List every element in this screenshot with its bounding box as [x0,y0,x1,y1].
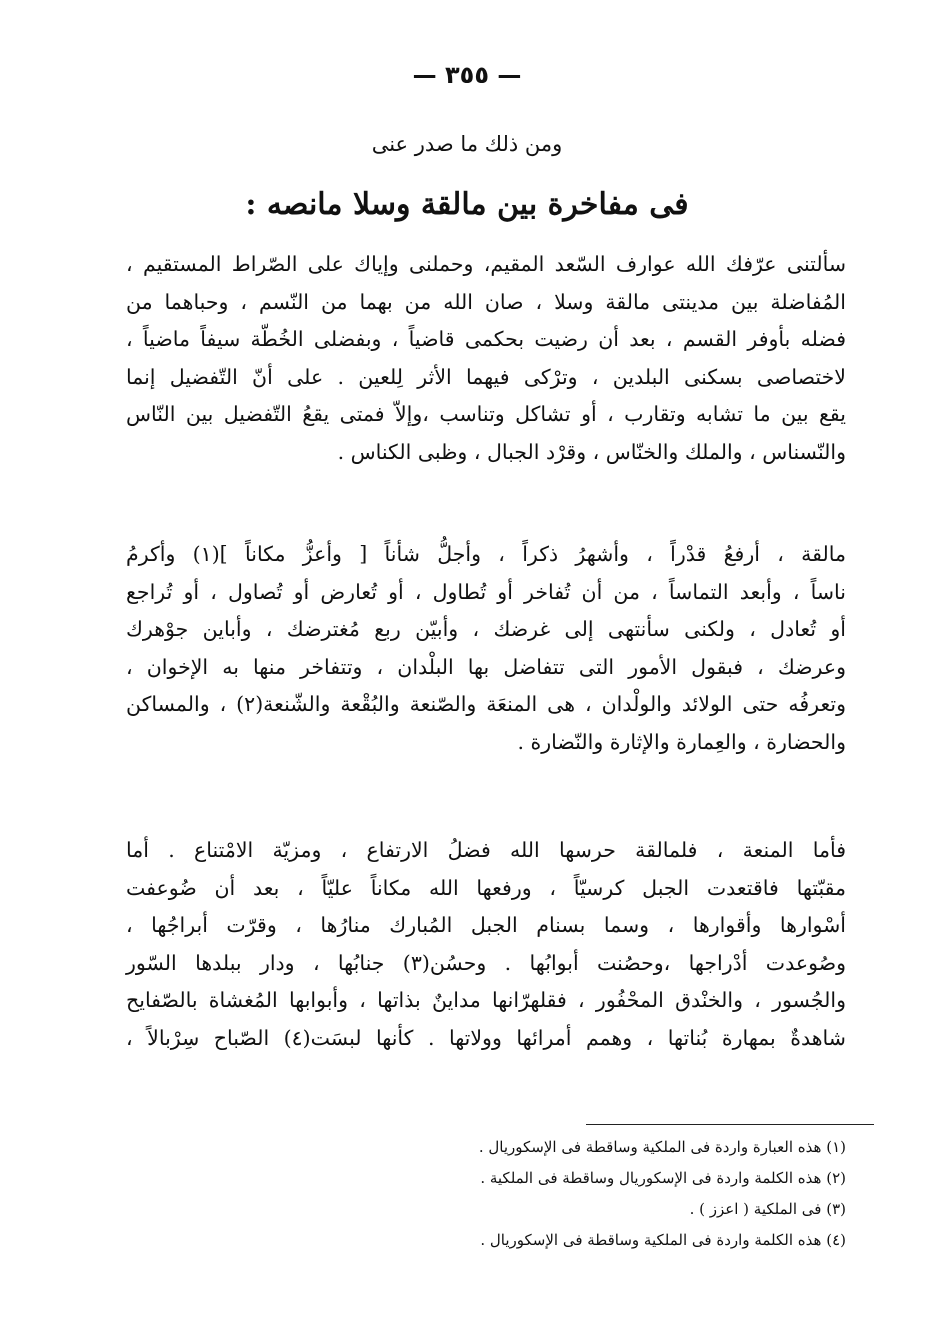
footnote-1: (١) هذه العبارة واردة فى الملكية وساقطة فى الإسكوريال . [478,1138,846,1156]
text-line: سألتنى عرّفك الله عوارف السّعد المقيم، وحملنى وإياك على الصّراط المستقيم ، [126,252,846,276]
paragraph-3 [126,832,846,1058]
text-line: لاختصاصى بسكنى البلدين ، وترْكى فيهما الأثر لِلعين . على أنّ التّفضيل إنما [126,364,846,389]
text-line: والحضارة ، والعِمارة والإثارة والنّضارة . [517,729,846,754]
text-line: والنّسناس ، والملك والخنّاس ، وقرْد الجبال ، وظبى الكناس . [337,439,846,464]
footnote-2: (٢) هذه الكلمة واردة فى الإسكوريال وساقطة فى الملكية . [480,1169,846,1187]
section-intro: ومن ذلك ما صدر عنى [371,132,563,156]
text-line: وعرضك ، فبقول الأمور التى تتفاضل بها البلْدان ، وتتفاخر منها به الإخوان ، [126,654,846,679]
text-line: ناساً ، وأبعد التماساً ، من أن تُفاخر أو تُطاول ، أو تُعارض أو تُصاول ، أو تُراجع [126,579,846,604]
text-line: وصُوعدت أدْراجها ،وحصُنت أبوابُها . وحسُن(٣) جنابُها ، ودار ببلدها السّور [126,950,846,975]
paragraph-1 [126,246,846,472]
text-line: مالقة ، أرفعُ قدْراً ، وأشهرُ ذكراً ، وأجلُّ شأناً [ وأعزُّ مكاناً ](١) وأكرمُ [126,542,846,566]
text-line: والجُسور ، والخنْدق المحْفُور ، فقلهرّانها مداينٌ بذاتها ، وأبوابها المُغشاة بالصّفايح [126,988,846,1013]
footnote-3: (٣) فى الملكية ( اعزز ) . [689,1200,846,1218]
text-line: أسْوارها وأقوارها ، وسما بسنام الجبل المُبارك منارُها ، وقرّت أبراجُها ، [126,913,846,938]
paragraph-2 [126,536,846,762]
footnote-separator [586,1124,874,1125]
text-line: فأما المنعة ، فلمالقة حرسها الله فضلُ الارتفاع ، ومزيّة الامْتناع . أما [126,838,846,862]
footnotes [126,1132,846,1256]
text-line: المُفاضلة بين مدينتى مالقة وسلا ، صان الله من بهما من النّسم ، وحباهما من [126,289,846,314]
text-line: شاهدةٌ بمهارة بُناتها ، وهمم أمرائها وولاتها . كأنها لبسَت(٤) الصّباح سِرْبالاً ، [126,1025,846,1050]
page-number: — ٣٥٥ — [412,61,522,89]
text-line: وتعرفُه حتى الولائد والولْدان ، هى المنعَة والصّنعة والبُقْعة والشّنعة(٢) ، والمساكن [126,692,846,717]
text-line: أو تُعادل ، ولكنى سأنتهى إلى غرضك ، وأبيّن ربع مُغترضك ، وأباين جوْهرك [126,617,846,642]
text-line: فضله بأوفر القسم ، بعد أن رضيت بحكمى قاضياً ، وبفضلى الخُطّة سيفاً ماضياً ، [126,327,846,352]
footnote-4: (٤) هذه الكلمة واردة فى الملكية وساقطة فى الإسكوريال . [480,1231,846,1249]
text-line: يقع بين ما تشابه وتقارب ، أو تشاكل وتناسب ،وإلاّ فمتى يقعُ التّفضيل بين النّاس [126,402,846,427]
text-line: مقبّتها فاقتعدت الجبل كرسيّاً ، ورفعها الله مكاناً عليّاً ، بعد أن ضُوعفت [126,875,846,900]
section-title: فى مفاخرة بين مالقة وسلا مانصه : [245,187,689,222]
